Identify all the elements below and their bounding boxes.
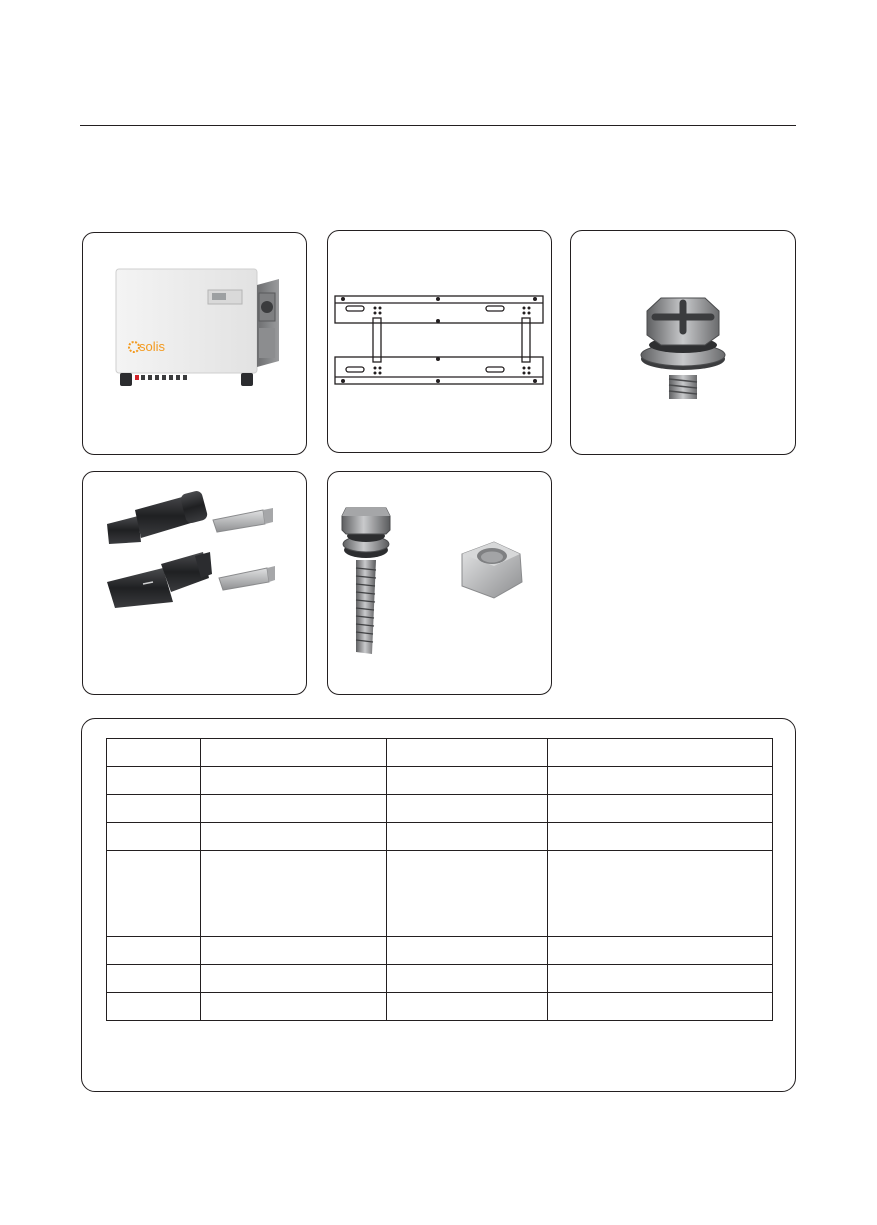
table-row bbox=[107, 993, 773, 1021]
table-cell bbox=[201, 767, 387, 795]
table-header-cell bbox=[201, 739, 387, 767]
part-card-ground-screw bbox=[570, 230, 796, 455]
table-cell bbox=[548, 767, 773, 795]
table-row bbox=[107, 965, 773, 993]
table-header-cell bbox=[387, 739, 548, 767]
table-cell bbox=[548, 851, 773, 937]
part-card-bracket bbox=[327, 230, 552, 453]
bracket-icon bbox=[328, 231, 552, 453]
table-cell bbox=[387, 795, 548, 823]
table-cell bbox=[107, 993, 201, 1021]
table-row bbox=[107, 823, 773, 851]
table-cell bbox=[107, 767, 201, 795]
brand-logo-text: solis bbox=[139, 339, 166, 354]
table-header-cell bbox=[548, 739, 773, 767]
table-cell bbox=[387, 767, 548, 795]
table-cell bbox=[201, 823, 387, 851]
packing-list-box bbox=[81, 718, 796, 1092]
table-cell bbox=[107, 823, 201, 851]
table-cell bbox=[107, 965, 201, 993]
table-header-cell bbox=[107, 739, 201, 767]
inverter-icon bbox=[83, 233, 307, 455]
table-cell bbox=[201, 937, 387, 965]
part-card-inverter bbox=[82, 232, 307, 455]
part-card-bolt-nut bbox=[327, 471, 552, 695]
table-row bbox=[107, 851, 773, 937]
table-cell bbox=[201, 851, 387, 937]
table-cell bbox=[107, 795, 201, 823]
table-cell bbox=[387, 965, 548, 993]
table-cell bbox=[201, 795, 387, 823]
table-cell bbox=[548, 937, 773, 965]
connector-icon bbox=[83, 472, 307, 695]
table-cell bbox=[387, 851, 548, 937]
bolt-nut-icon bbox=[328, 472, 552, 695]
table-cell bbox=[201, 965, 387, 993]
table-header-row bbox=[107, 739, 773, 767]
table-row bbox=[107, 767, 773, 795]
table-cell bbox=[387, 823, 548, 851]
header-rule bbox=[80, 125, 796, 126]
packing-list-table bbox=[106, 738, 773, 1021]
screw-icon bbox=[571, 231, 796, 455]
table-cell bbox=[548, 993, 773, 1021]
table-cell bbox=[548, 795, 773, 823]
table-cell bbox=[107, 851, 201, 937]
table-cell bbox=[201, 993, 387, 1021]
table-cell bbox=[107, 937, 201, 965]
table-cell bbox=[548, 823, 773, 851]
table-row bbox=[107, 795, 773, 823]
table-cell bbox=[387, 937, 548, 965]
table-row bbox=[107, 937, 773, 965]
part-card-dc-connectors bbox=[82, 471, 307, 695]
table-cell bbox=[548, 965, 773, 993]
table-cell bbox=[387, 993, 548, 1021]
